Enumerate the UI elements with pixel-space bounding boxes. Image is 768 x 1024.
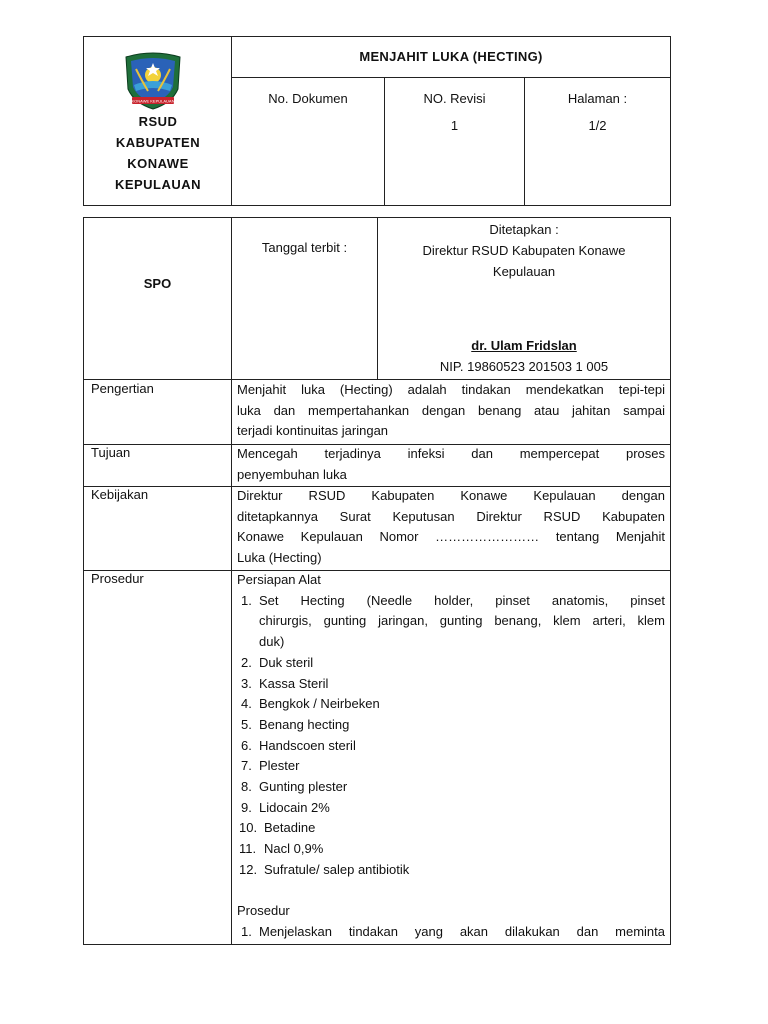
hospital-name-line: KEPULAUAN — [114, 177, 202, 192]
text-line: luka dan mempertahankan dengan benang atau jahitan sampai — [237, 402, 665, 418]
text-line: penyembuhan luka — [237, 466, 347, 482]
procedure-steps — [237, 922, 665, 943]
hospital-name-line: KABUPATEN — [115, 135, 201, 150]
list-number: 9. — [241, 799, 252, 815]
tools-list — [237, 591, 665, 881]
list-text: Benang hecting — [259, 716, 350, 732]
text-line: Menjahit luka (Hecting) adalah tindakan mendekatkan tepi-tepi — [237, 382, 665, 397]
list-item — [237, 694, 665, 715]
list-item — [237, 922, 665, 943]
director-title: Kepulauan — [492, 264, 556, 279]
prosedur-text — [237, 570, 665, 943]
list-text: Sufratule/ salep antibiotik — [264, 861, 410, 877]
spo-label: SPO — [143, 276, 172, 291]
text-line: Menjelaskan tindakan yang akan dilakukan dan meminta — [259, 923, 665, 939]
text-line: ditetapkannya Surat Keputusan Direktur RSUD Kabupaten — [237, 508, 665, 524]
tools-heading: Persiapan Alat — [237, 572, 321, 587]
document-title: MENJAHIT LUKA (HECTING) — [359, 49, 543, 64]
spo-body-table — [83, 217, 671, 945]
director-title: Direktur RSUD Kabupaten Konawe — [422, 243, 626, 258]
crest-banner-text: KONAWE KEPULAUAN — [131, 98, 175, 104]
list-number: 8. — [241, 779, 252, 795]
prosedur-label: Prosedur — [91, 571, 144, 586]
text-line: chirurgis, gunting jaringan, gunting benang, klem arteri, klem — [259, 613, 665, 629]
list-number: 7. — [241, 758, 252, 774]
pengertian-label: Pengertian — [91, 381, 154, 396]
list-text: Gunting plester — [259, 779, 348, 795]
list-text: Nacl 0,9% — [264, 841, 324, 857]
list-text: Lidocain 2% — [259, 799, 330, 815]
doc-number-label: No. Dokumen — [268, 91, 348, 106]
list-number: 5. — [241, 716, 252, 732]
list-number: 11. — [239, 841, 257, 857]
text-line: duk) — [259, 634, 285, 650]
text-line: Set Hecting (Needle holder, pinset anatomis, pinset — [259, 592, 665, 608]
text-line: Luka (Hecting) — [237, 550, 322, 566]
established-block — [378, 219, 670, 282]
list-item — [237, 715, 665, 736]
signer-name: dr. Ulam Fridslan — [471, 338, 577, 353]
page-label: Halaman : — [567, 91, 628, 106]
list-number: 12. — [239, 861, 258, 877]
revision-label: NO. Revisi — [423, 91, 486, 106]
text-line: Direktur RSUD Kabupaten Konawe Kepulauan dengan — [237, 488, 665, 503]
regency-crest-icon — [122, 51, 184, 111]
list-item — [237, 756, 665, 777]
list-item — [237, 860, 665, 881]
list-text: Handscoen steril — [259, 737, 356, 753]
hospital-name-line: RSUD — [138, 114, 178, 129]
logo-cell — [84, 37, 232, 205]
list-text: Kassa Steril — [259, 675, 329, 691]
text-line: Mencegah terjadinya infeksi dan mempercepat proses — [237, 446, 665, 461]
hospital-name — [84, 111, 232, 195]
text-line: Konawe Kepulauan Nomor …………………… tentang Menjahit — [237, 529, 665, 545]
list-text: Bengkok / Neirbeken — [259, 696, 380, 712]
kebijakan-text — [237, 486, 665, 569]
pengertian-text — [237, 380, 665, 442]
list-item — [237, 777, 665, 798]
document-header-table — [83, 36, 671, 206]
list-item — [237, 839, 665, 860]
text-line: terjadi kontinuitas jaringan — [237, 423, 389, 439]
list-number: 1. — [241, 592, 252, 608]
list-text: Plester — [259, 758, 300, 774]
list-number: 10. — [239, 820, 258, 836]
list-item — [237, 653, 665, 674]
revision-value: 1 — [450, 118, 459, 133]
list-number: 6. — [241, 737, 252, 753]
list-number: 3. — [241, 675, 252, 691]
list-item — [237, 798, 665, 819]
column-divider — [231, 218, 232, 944]
hospital-name-line: KONAWE — [127, 156, 189, 171]
list-item — [237, 591, 665, 653]
list-text: Duk steril — [259, 654, 314, 670]
tujuan-text — [237, 444, 665, 485]
signer-nip: NIP. 19860523 201503 1 005 — [439, 359, 609, 374]
procedure-heading: Prosedur — [237, 903, 290, 919]
issue-date-label: Tanggal terbit : — [261, 240, 348, 255]
list-number: 1. — [241, 923, 252, 939]
established-label: Ditetapkan : — [489, 222, 559, 237]
kebijakan-label: Kebijakan — [91, 487, 149, 502]
list-item — [237, 736, 665, 757]
list-number: 4. — [241, 696, 252, 712]
list-text: Betadine — [264, 820, 316, 836]
tujuan-label: Tujuan — [91, 445, 131, 460]
header-divider — [231, 77, 670, 78]
list-item — [237, 818, 665, 839]
page-value: 1/2 — [588, 118, 607, 133]
list-number: 2. — [241, 654, 252, 670]
list-item — [237, 674, 665, 695]
